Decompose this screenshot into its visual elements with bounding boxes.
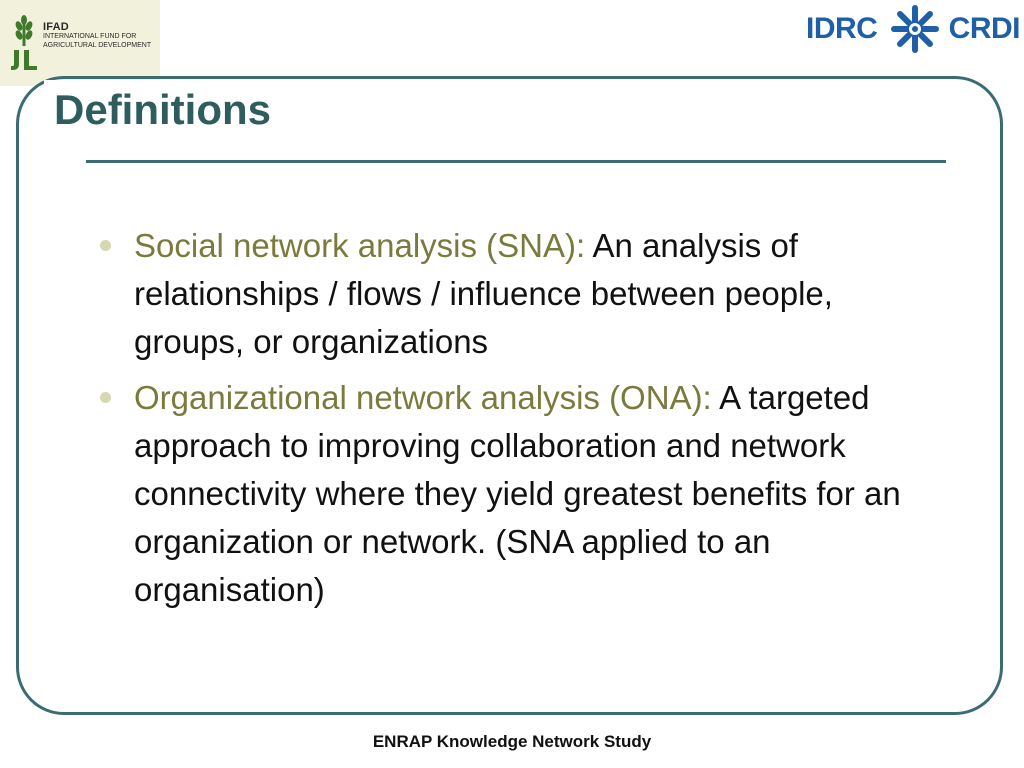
snowflake-star-icon	[890, 4, 940, 54]
ifad-full-name: INTERNATIONAL FUND FOR AGRICULTURAL DEVELOPMENT	[43, 33, 152, 49]
crdi-text: CRDI	[948, 12, 1020, 45]
ifad-logo	[0, 0, 160, 86]
idrc-text: IDRC	[806, 12, 878, 45]
bullet-dot-icon	[100, 392, 111, 403]
definitions-list	[98, 222, 928, 622]
ifad-wheat-icon	[10, 14, 40, 74]
idrc-crdi-logo	[804, 2, 1020, 54]
list-item-ona	[98, 374, 928, 614]
slide-title: Definitions	[54, 86, 271, 133]
ifad-name: IFAD	[43, 21, 69, 33]
definition-text: An analysis of relationships / flows / influence between people, groups, or organizations	[134, 227, 833, 360]
definition-text: A targeted approach to improving collaboration and network connectivity where they yield greatest benefits for an organization or network. (SNA applied to an organisation)	[134, 379, 901, 608]
slide-footer: ENRAP Knowledge Network Study	[372, 732, 652, 751]
term-label: Social network analysis (SNA):	[134, 227, 593, 264]
term-label: Organizational network analysis (ONA):	[134, 379, 720, 416]
bullet-dot-icon	[100, 240, 111, 251]
title-divider	[86, 160, 946, 163]
list-item-sna	[98, 222, 928, 366]
